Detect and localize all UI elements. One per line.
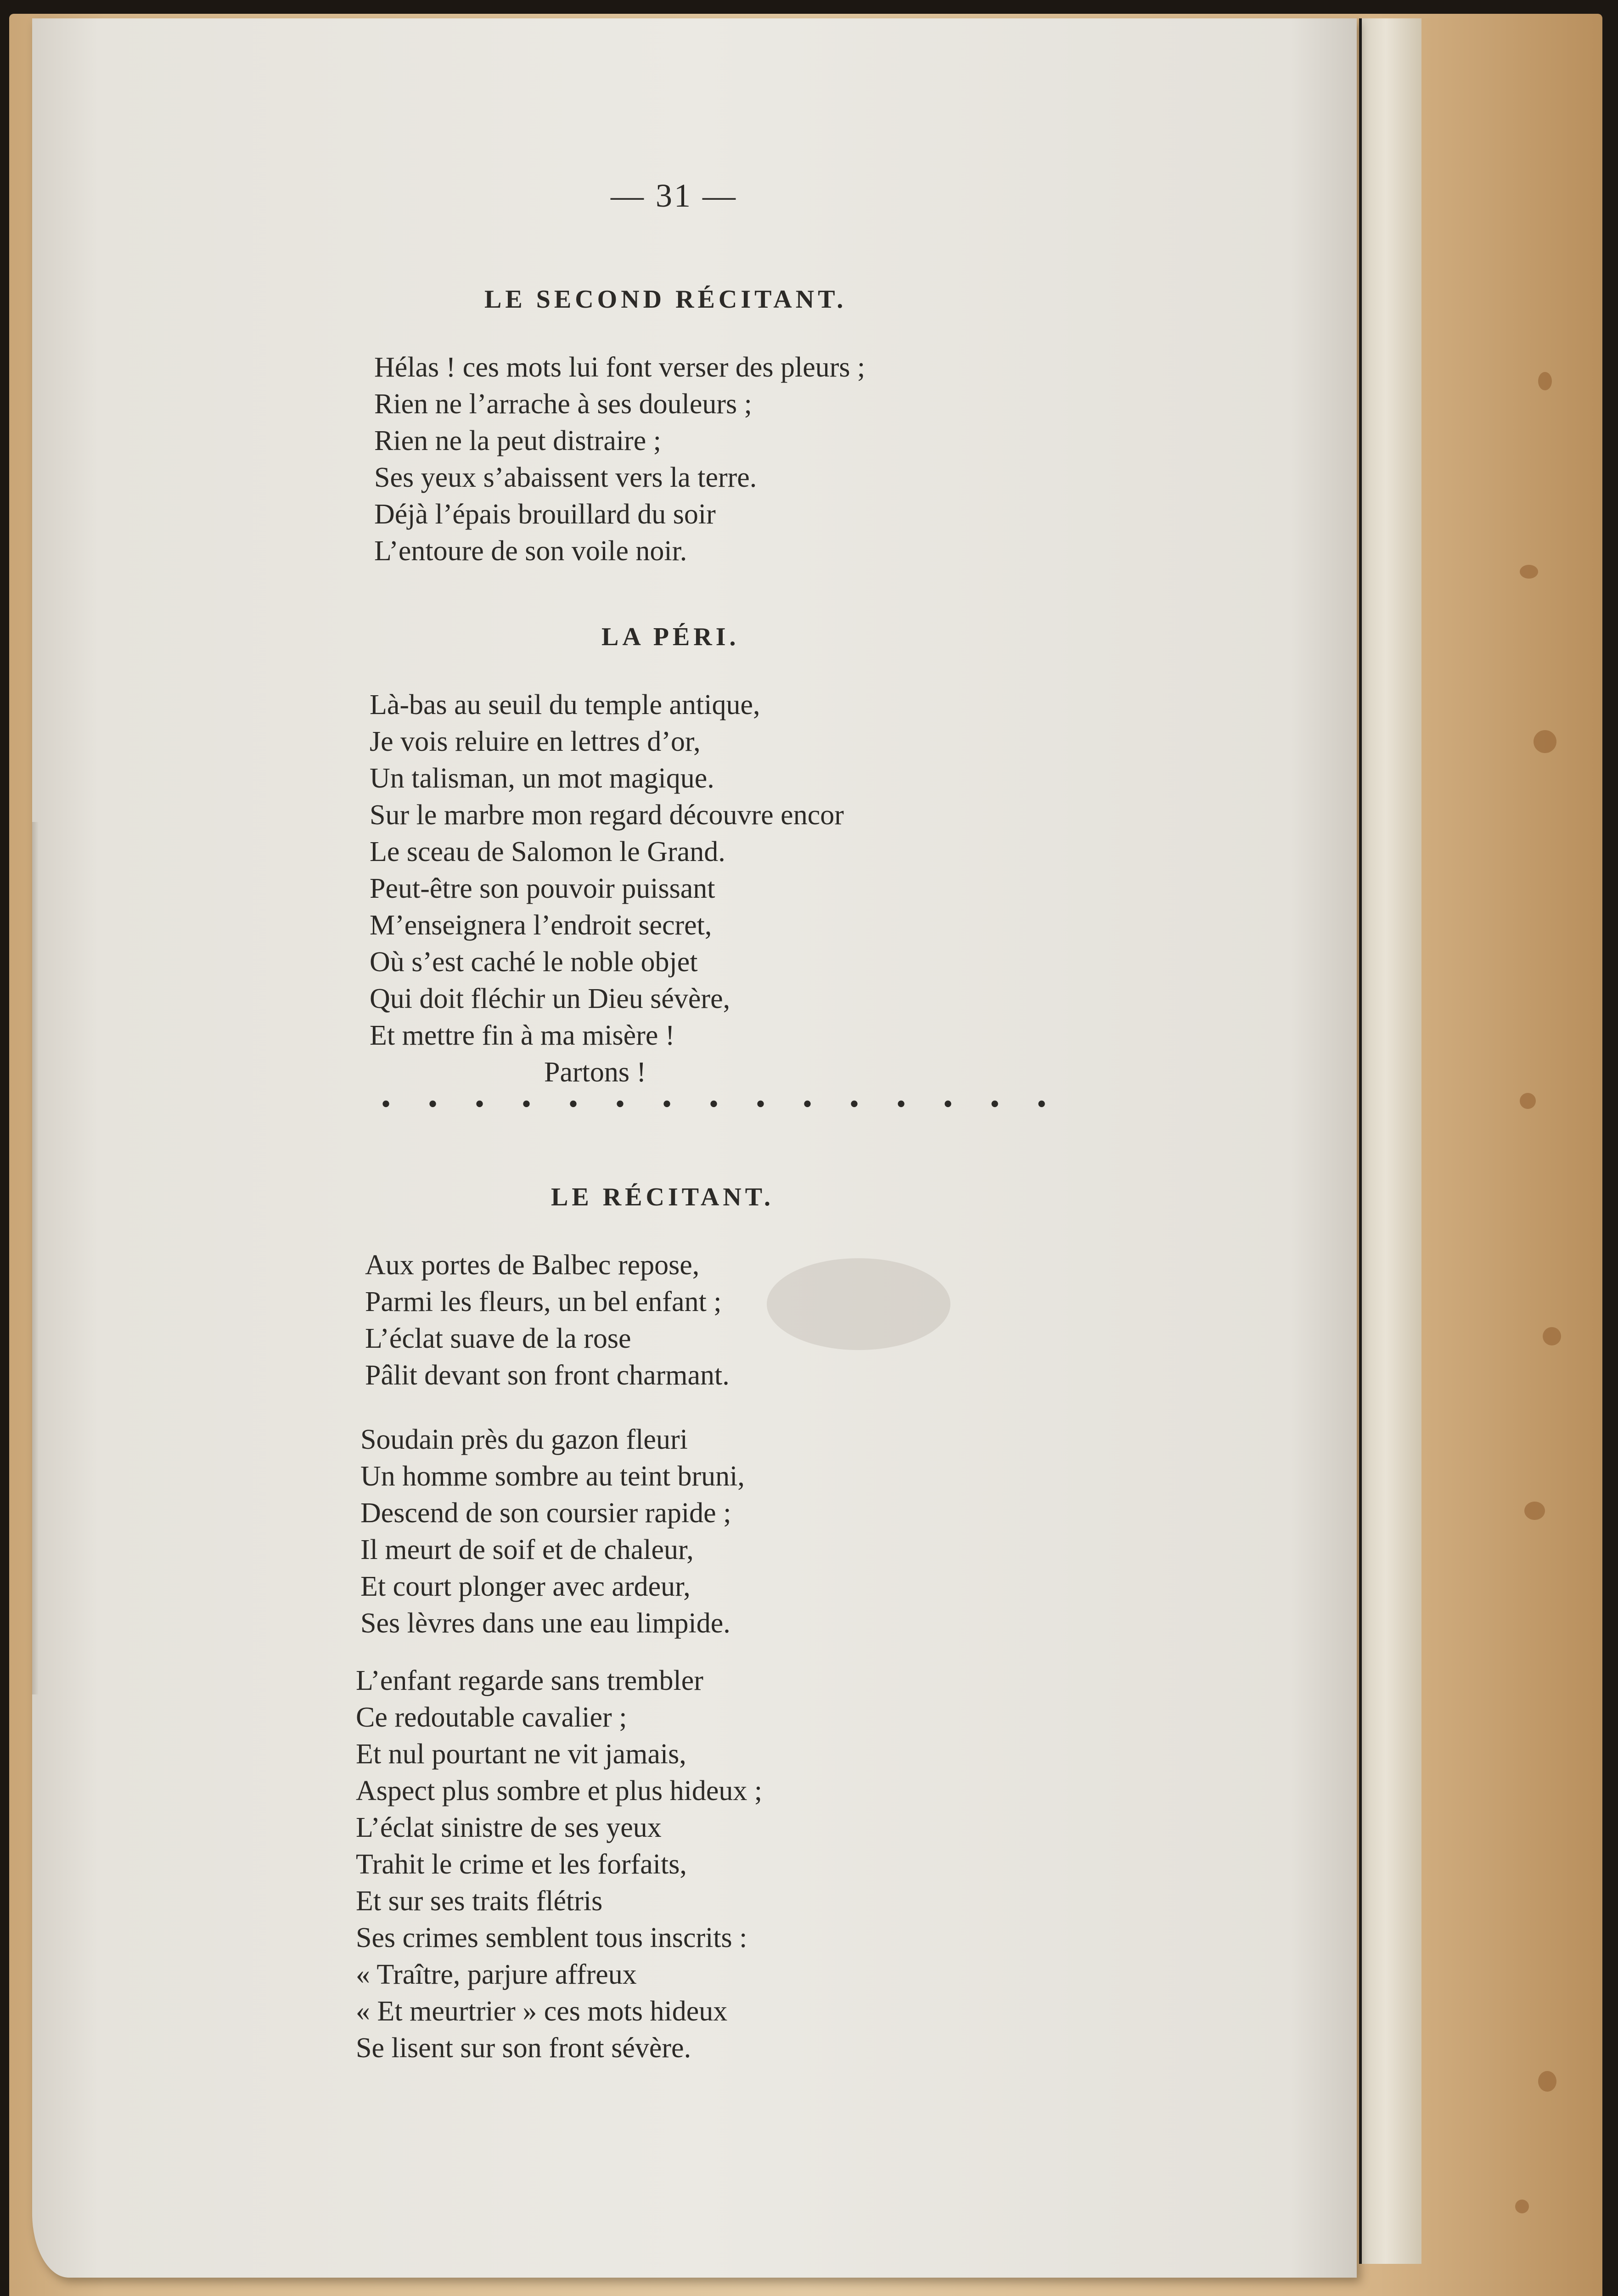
- verse-line: L’enfant regarde sans trembler: [356, 1665, 703, 1696]
- verse-line: Parmi les fleurs, un bel enfant ;: [365, 1286, 722, 1317]
- verse-line: Et court plonger avec ardeur,: [360, 1571, 691, 1602]
- page-fold-shadow: [32, 822, 39, 1694]
- verse-line: Je vois reluire en lettres d’or,: [370, 726, 701, 757]
- verse-line: Ses crimes semblent tous inscrits :: [356, 1922, 747, 1953]
- verse-line: « Traître, parjure affreux: [356, 1959, 637, 1990]
- verse-line: Et nul pourtant ne vit jamais,: [356, 1739, 686, 1770]
- verse-line: Sur le marbre mon regard découvre encor: [370, 799, 844, 831]
- verse-line: Peut-être son pouvoir puissant: [370, 873, 715, 904]
- verse-line: Le sceau de Salomon le Grand.: [370, 836, 725, 867]
- section-heading-second-recitant: LE SECOND RÉCITANT.: [484, 285, 847, 314]
- verse-line: Déjà l’épais brouillard du soir: [374, 499, 716, 530]
- verse-line: Et sur ses traits flétris: [356, 1885, 603, 1917]
- verse-line: Où s’est caché le noble objet: [370, 946, 698, 978]
- verse-line: L’entoure de son voile noir.: [374, 535, 687, 567]
- verse-line: L’éclat sinistre de ses yeux: [356, 1812, 662, 1843]
- stanza-la-peri: [370, 687, 844, 1091]
- verse-line: Qui doit fléchir un Dieu sévère,: [370, 983, 730, 1014]
- verse-line: Ses lèvres dans une eau limpide.: [360, 1608, 730, 1639]
- separator-dots: • • • • • • • • • • • • • • •: [381, 1089, 1062, 1119]
- section-heading-le-recitant: LE RÉCITANT.: [551, 1183, 775, 1211]
- verse-line: « Et meurtrier » ces mots hideux: [356, 1996, 728, 2027]
- foxing-spot: [1538, 372, 1552, 390]
- verse-line: Ce redoutable cavalier ;: [356, 1702, 627, 1733]
- foxing-spot: [1524, 1502, 1545, 1520]
- stanza-second-recitant: [374, 349, 865, 569]
- verse-line: Aspect plus sombre et plus hideux ;: [356, 1775, 763, 1806]
- foxing-spot: [1543, 1327, 1561, 1345]
- verse-line: Soudain près du gazon fleuri: [360, 1424, 688, 1455]
- stanza-recitant-3: [356, 1662, 762, 2066]
- foxing-spot: [1520, 1093, 1536, 1109]
- verse-line: Hélas ! ces mots lui font verser des pleurs ;: [374, 352, 865, 383]
- verse-line: Et mettre fin à ma misère !: [370, 1020, 675, 1051]
- page-number: — 31 —: [611, 177, 737, 214]
- verse-line: Là-bas au seuil du temple antique,: [370, 689, 760, 720]
- verse-line: Aux portes de Balbec repose,: [365, 1249, 700, 1281]
- verse-line: Partons !: [544, 1057, 646, 1088]
- foxing-spot: [1538, 2071, 1556, 2092]
- verse-line: Il meurt de soif et de chaleur,: [360, 1534, 694, 1565]
- verse-line: Un homme sombre au teint bruni,: [360, 1461, 745, 1492]
- verse-line: Trahit le crime et les forfaits,: [356, 1849, 687, 1880]
- verse-line: Descend de son coursier rapide ;: [360, 1497, 731, 1529]
- section-heading-la-peri: LA PÉRI.: [601, 623, 740, 651]
- foxing-spot: [1520, 565, 1538, 579]
- stanza-recitant-1: [365, 1247, 730, 1394]
- verse-line: Rien ne l’arrache à ses douleurs ;: [374, 388, 752, 420]
- book-page: [32, 18, 1357, 2278]
- foxing-spot: [1515, 2200, 1529, 2213]
- verse-line: Rien ne la peut distraire ;: [374, 425, 661, 456]
- verse-line: Se lisent sur son front sévère.: [356, 2032, 691, 2064]
- verse-line: Ses yeux s’abaissent vers la terre.: [374, 462, 757, 493]
- foxing-spot: [1534, 730, 1556, 753]
- verse-line: Pâlit devant son front charmant.: [365, 1360, 730, 1391]
- verse-line: Un talisman, un mot magique.: [370, 763, 714, 794]
- verse-line: L’éclat suave de la rose: [365, 1323, 631, 1354]
- page-stain: [767, 1258, 950, 1350]
- underlying-leaf-edge: [1359, 18, 1421, 2264]
- stanza-recitant-2: [360, 1421, 745, 1642]
- verse-line: M’enseignera l’endroit secret,: [370, 910, 712, 941]
